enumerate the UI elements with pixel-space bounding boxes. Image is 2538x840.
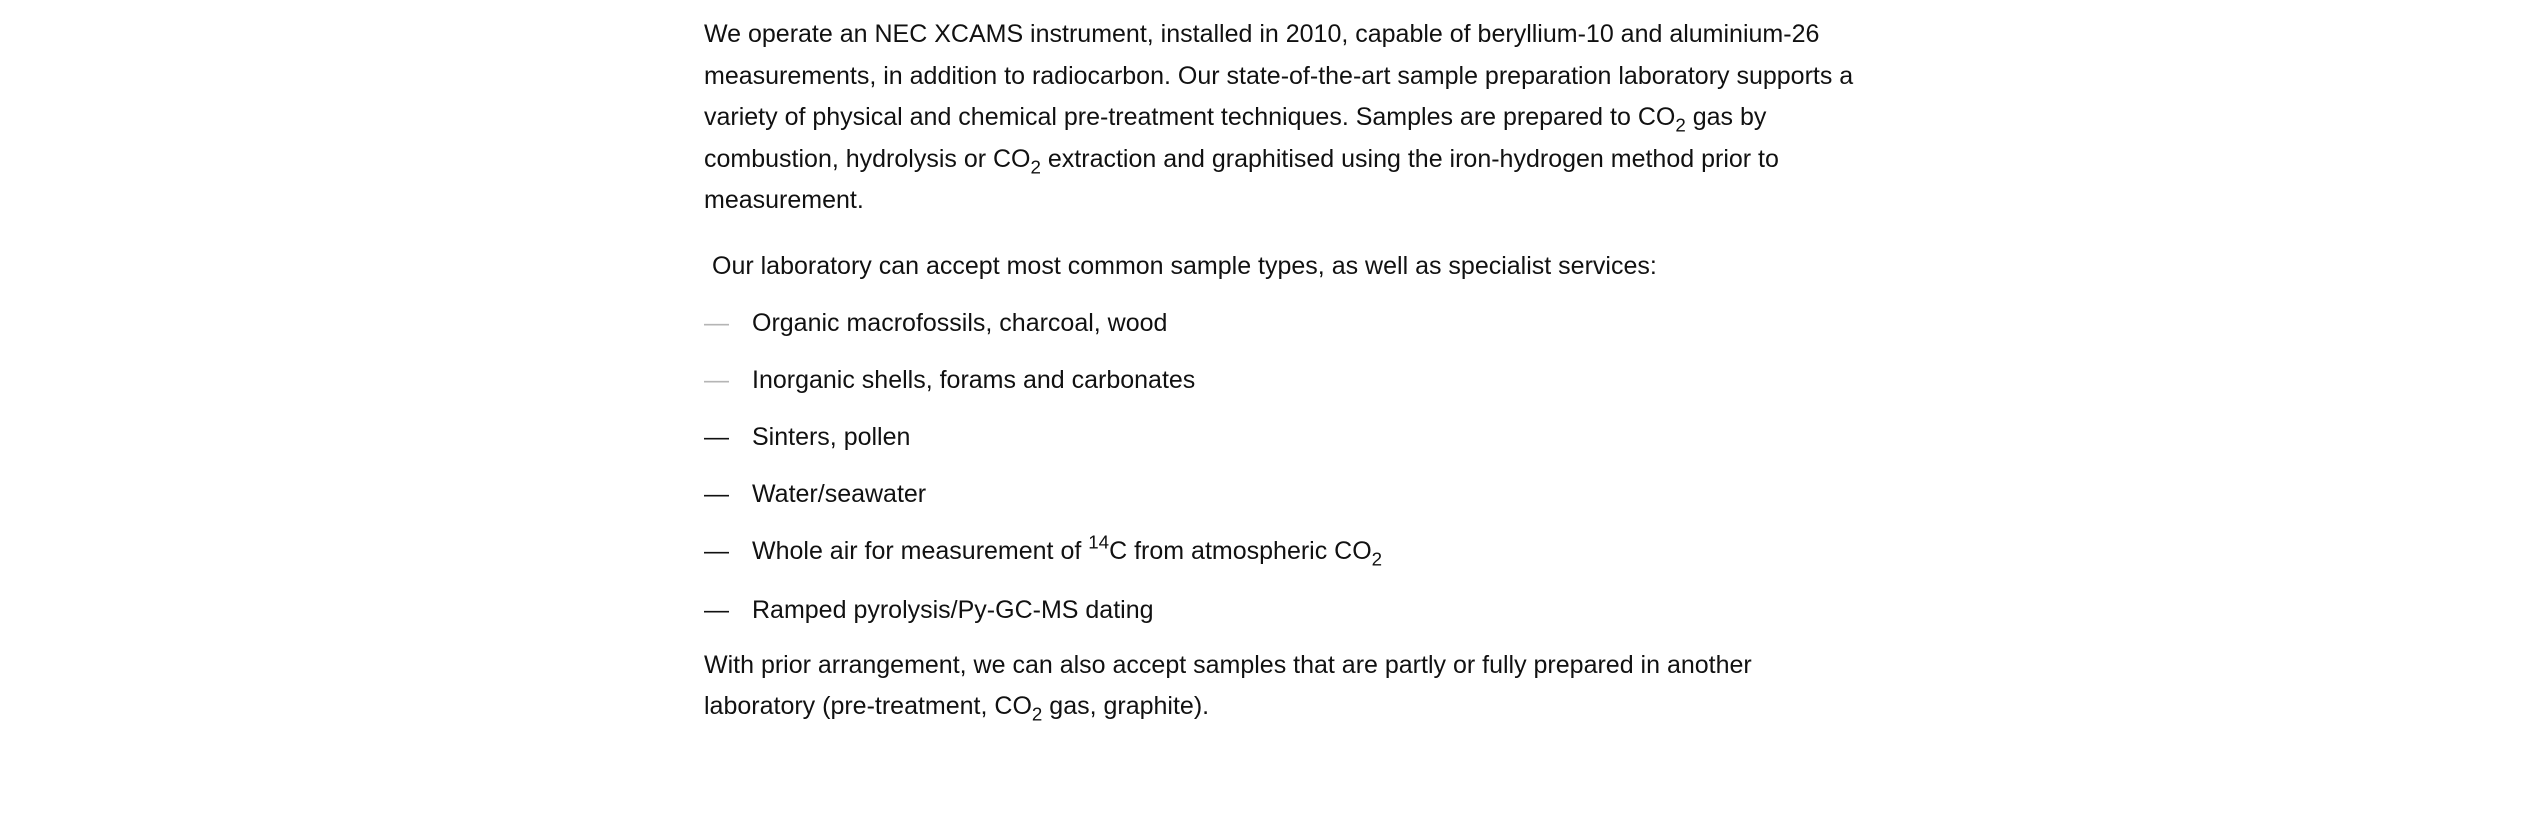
dash-bullet-icon: — (704, 366, 729, 394)
sample-types-intro: Our laboratory can accept most common sample types, as well as specialist services: (712, 251, 1657, 280)
list-item (704, 531, 1854, 573)
list-item (704, 360, 1854, 402)
list-item (704, 417, 1854, 459)
list-item (704, 474, 1854, 516)
intro-text-part-1: We operate an NEC XCAMS instrument, installed in 2010, capable of beryllium-10 and aluminium-26 measurements, in addition to radiocarbon. Our state-of-the-art sample preparation laboratory supports a variety of physical and chemical pre-treatment techniques. Samples are prepared to CO (704, 20, 1854, 131)
intro-text-part-2: gas by combustion, hydrolysis or CO (704, 103, 1767, 173)
closing-text-part-2: gas, graphite). (1042, 692, 1210, 720)
intro-paragraph (704, 14, 1854, 222)
whole-air-text-end: C from atmospheric CO (1109, 537, 1372, 565)
list-item-text: Water/seawater (752, 480, 927, 508)
list-item-text: Sinters, pollen (752, 423, 911, 451)
closing-paragraph (704, 645, 1854, 728)
co2-subscript: 2 (1030, 156, 1041, 178)
co2-subscript: 2 (1031, 703, 1043, 725)
dash-bullet-icon: — (704, 423, 729, 451)
main-content (704, 14, 1854, 728)
list-item (704, 303, 1854, 345)
intro-text-part-3: extraction and graphitised using the iron-hydrogen method prior to measurement. (704, 144, 1779, 214)
list-item-text: Inorganic shells, forams and carbonates (752, 366, 1196, 394)
dash-bullet-icon: — (704, 480, 729, 508)
list-item-text (752, 531, 1382, 573)
dash-bullet-icon: — (704, 309, 729, 337)
dash-bullet-icon: — (704, 595, 729, 624)
closing-text-part-1: With prior arrangement, we can also accept samples that are partly or fully prepared in another laboratory (pre-treatment, CO (704, 650, 1752, 720)
co2-subscript: 2 (1675, 114, 1686, 136)
sample-types-list (704, 303, 1854, 631)
list-item-text: Organic macrofossils, charcoal, wood (752, 309, 1168, 337)
list-item (704, 590, 1854, 632)
c14-superscript: 14 (1088, 531, 1110, 553)
whole-air-text-start: Whole air for measurement of (752, 537, 1089, 565)
dash-bullet-icon: — (704, 537, 729, 565)
co2-subscript: 2 (1371, 548, 1383, 570)
list-item-text: Ramped pyrolysis/Py-GC-MS dating (752, 595, 1154, 624)
